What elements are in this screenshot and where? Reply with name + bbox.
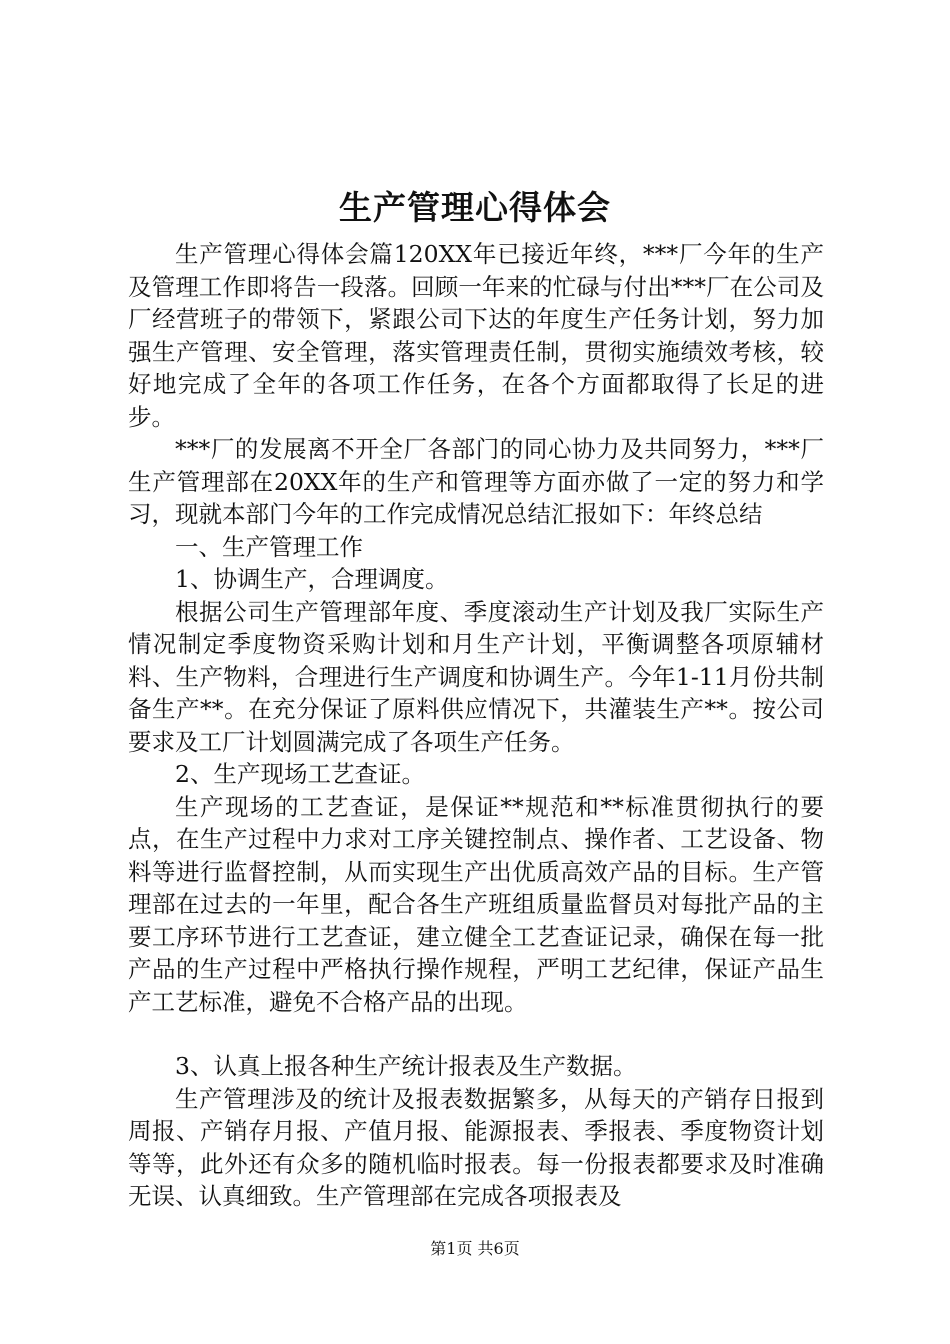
subheading-process-verification: 2、生产现场工艺查证。 — [175, 760, 425, 788]
paragraph-statistics-reports: 生产管理涉及的统计及报表数据繁多，从每天的产销存日报到周报、产销存月报、产值月报、能源报表、季报表、季度物资计划等等，此外还有众多的随机临时报表。每一份报表都要求及时准确无误、认真细致。生产管理部在完成各项报表及 — [128, 1084, 824, 1210]
paragraph-coordinate-production: 根据公司生产管理部年度、季度滚动生产计划及我厂实际生产情况制定季度物资采购计划和月生产计划，平衡调整各项原辅材料、生产物料，合理进行生产调度和协调生产。今年1-11月份共制备生产**。在充分保证了原料供应情况下，共灌装生产**。按公司要求及工厂计划圆满完成了各项生产任务。 — [128, 597, 824, 756]
paragraph-process-verification: 生产现场的工艺查证，是保证**规范和**标准贯彻执行的要点，在生产过程中力求对工序关键控制点、操作者、工艺设备、物料等进行监督控制，从而实现生产出优质高效产品的目标。生产管理部在过去的一年里，配合各生产班组质量监督员对每批产品的主要工序环节进行工艺查证，建立健全工艺查证记录，确保在每一批产品的生产过程中严格执行操作规程，严明工艺纪律，保证产品生产工艺标准，避免不合格产品的出现。 — [128, 792, 824, 1016]
paragraph-department: ***厂的发展离不开全厂各部门的同心协力及共同努力，***厂生产管理部在20XX年的生产和管理等方面亦做了一定的努力和学习，现就本部门今年的工作完成情况总结汇报如下：年终总结 — [128, 435, 824, 528]
paragraph-intro: 生产管理心得体会篇120XX年已接近年终，***厂今年的生产及管理工作即将告一段落。回顾一年来的忙碌与付出***厂在公司及厂经营班子的带领下，紧跟公司下达的年度生产任务计划，努力加强生产管理、安全管理，落实管理责任制，贯彻实施绩效考核，较好地完成了全年的各项工作任务，在各个方面都取得了长足的进步。 — [128, 240, 824, 431]
subheading-statistics-reports: 3、认真上报各种生产统计报表及生产数据。 — [175, 1052, 637, 1080]
page-number-footer: 第1页 共6页 — [430, 1239, 520, 1258]
subheading-coordinate-production: 1、协调生产，合理调度。 — [175, 565, 449, 593]
section-heading-production-management: 一、生产管理工作 — [175, 532, 363, 561]
document-body — [128, 238, 824, 1213]
document-title: 生产管理心得体会 — [339, 188, 611, 227]
